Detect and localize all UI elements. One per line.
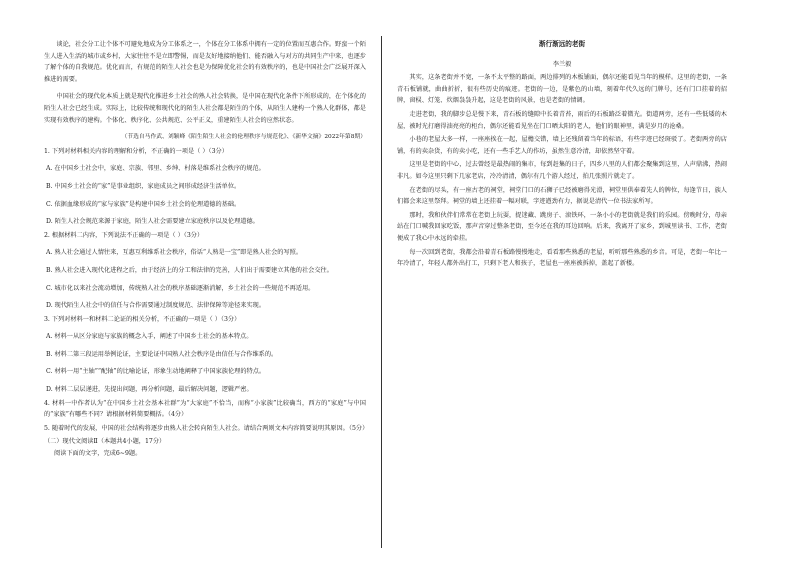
- right-column: [397, 39, 727, 272]
- article-paragraph-1: 其实，这条老街并不宽，一条不太平整的路面，两边排列的木板铺面，偶尔还能看见当年的模样。这里的老街，一条青石板铺就，曲曲折折，很有些历史的痕迹。老街的一边，是紫色的山墙，刻着年代久远的门牌号，还有门口挂着的招牌，窗棂、灯笼、炊烟袅袅升起，这是老街的风景，也是老街的情调。: [397, 74, 727, 105]
- question-2-option-d: D. 现代陌生人社会中的信任与合作需要通过制度规范、法律保障等途径来实现。: [46, 302, 266, 310]
- question-3-option-a: A. 材料一从区分家庭与家族的概念入手，阐述了中国乡土社会的基本特点。: [46, 333, 253, 341]
- article-title: 渐行渐远的老街: [538, 40, 586, 48]
- question-2-stem: 2. 根据材料二内容，下列说法不正确的一项是（ ）（3分）: [44, 231, 204, 239]
- article-paragraph-4: 这里是老街的中心，过去曾经是最热闹的集市，每到赶集的日子，四乡八里的人们都会聚集到这里，人声鼎沸，热闹非凡。如今这里只剩下几家老店，冷冷清清，偶尔有几个游人经过，拍几张照片就走了。: [397, 161, 727, 180]
- article-paragraph-3: 小巷的老屋大多一样，一座座挨在一起，屋檐交错，墙上还残留着当年的标语，有些字迹已经斑驳了。老街两旁的店铺，有的卖杂货，有的卖小吃，还有一些手艺人的作坊，虽然生意冷清，却依然坚守着。: [397, 136, 727, 155]
- column-divider: [381, 36, 382, 548]
- intro-paragraph-1: 谈论，社会分工让个体不可避免地成为分工体系之一，个体在分工体系中拥有一定的位置而互惠合作。野蛮一个陌生人进入生活的城市或乡村，大家往往不是立即警惕，而是友好地接纳他们、能否融入与对方的共同生产中来，也逐步了解个体的自我规范。优化而言，有规范的陌生人社会也是为保障优化社会的有效秩序的，也是中国社会广泛展开深入推进的需要。: [44, 41, 366, 83]
- reading-instruction: 阅读下面的文字，完成6~9题。: [54, 450, 142, 458]
- question-1-option-c: C. 依据血缘形成的“家与家族”是构建中国乡土社会的伦理道德的基础。: [46, 200, 241, 208]
- article-paragraph-6: 那时，我和伙伴们常常在老街上玩耍，捉迷藏、跳房子、滚铁环，一条小小的老街就是我们的乐园。傍晚时分，母亲站在门口喊我回家吃饭，那声音穿过整条老街，至今还在我的耳边回响。后来，我离开了家乡，到城里读书、工作，老街便成了我心中永远的牵挂。: [397, 211, 727, 242]
- question-4: 4. 材料一中作者认为“在中国乡土社会基本社群”为“大家庭”不恰当，而称“小家族”比较确当，西方的“家庭”与中国的“家族”有哪些不同？请根据材料简要概括。（4分）: [44, 399, 366, 419]
- intro-paragraph-2: 中国社会的现代化本质上就是现代化推进乡土社会的熟人社会转换，是中国在现代化条件下所形成的，在个体化的陌生人社会已经生成。实际上，比较传统和现代化的陌生人社会都是陌生的个体，从陌生人建构一个熟人化群体，都是实现有效秩序的建构。个体化、秩序化、公共规范、公平正义，重建陌生人社会的应然状态。: [44, 93, 366, 124]
- question-2-option-b: B. 熟人社会进入现代化进程之后，由于经济上的分工和法律的完善，人们出于需要建立其他的社会交往。: [46, 266, 333, 274]
- article-author: 李兰毅: [552, 60, 572, 68]
- question-3-option-c: C. 材料一用“主轴”“配轴”的比喻论证，形象生动地阐释了中国家族伦理的特点。: [46, 368, 266, 376]
- question-2-option-c: C. 城市化以来社会流动增加，传统熟人社会的秩序基础逐渐消解，乡土社会的一些规范不再适用。: [46, 284, 315, 292]
- question-3-stem: 3. 下列对材料一和材料二论证的相关分析，不正确的一项是（ ）（3分）: [44, 315, 241, 323]
- question-1-option-d: D. 陌生人社会规范来源于家庭，陌生人社会需要建立家庭秩序以及伦理道德。: [46, 218, 259, 226]
- question-2-option-a: A. 熟人社会通过人情往来，互惠互利维系社会秩序，俗话“人熟是一宝”即是熟人社会的写照。: [46, 249, 303, 257]
- source-citation: （节选自马作武、刘颖峰《陌生陌生人社会的伦理秩序与规范化》、《新华文摘》2022年第8期）: [121, 134, 366, 141]
- question-3-option-b: B. 材料二第三段运用举例论证，主要论证中国熟人社会秩序是由信任与合作维系的。: [46, 350, 278, 358]
- left-column: [44, 39, 369, 460]
- article-paragraph-2: 走进老街，我的脚步总是慢下来，青石板的缝隙中长着青苔，雨后的石板路泛着微光。街道两旁，还有一些低矮的木屋，被时光打磨得油亮亮的柜台，偶尔还能看见坐在门口晒太阳的老人，他们的眼神里，满是岁月的沧桑。: [397, 110, 727, 130]
- section-heading: （二）现代文阅读Ⅱ（本题共4小题，17分）: [44, 438, 166, 446]
- question-3-option-d: D. 材料二层层递进，先提出问题，再分析问题，最后解决问题，逻辑严密。: [46, 386, 253, 394]
- question-1-stem: 1. 下列对材料相关内容的理解和分析，不正确的一项是（ ）（3分）: [44, 147, 228, 155]
- question-1-option-a: A. 在中国乡土社会中，家庭、宗族、邻里、乡绅、村落是维系社会秩序的规范。: [46, 165, 265, 173]
- question-1-option-b: B. 中国乡土社会的“家”是事业组织，家庭成员之间形成经济生活单位。: [46, 182, 241, 190]
- article-paragraph-5: 在老街的尽头，有一座古老的祠堂，祠堂门口的石狮子已经被磨得光滑，祠堂里供奉着先人的牌位，每逢节日，族人们都会来这里祭拜。祠堂的墙上还挂着一幅对联，字迹遒劲有力，据说是清代一位书法家所写。: [397, 186, 727, 206]
- article-paragraph-7: 每一次回到老街，我都会沿着青石板路慢慢地走，看看那些熟悉的老屋，听听那些熟悉的乡音。可是，老街一年比一年冷清了，年轻人都外出打工，只剩下老人和孩子，老屋也一座座被拆掉，盖起了新楼。: [397, 248, 727, 268]
- question-5: 5. 随着时代的发展，中国的社会结构将逐步由熟人社会转向陌生人社会。请结合两则文本内容简要说明其原因。（5分）: [44, 424, 369, 432]
